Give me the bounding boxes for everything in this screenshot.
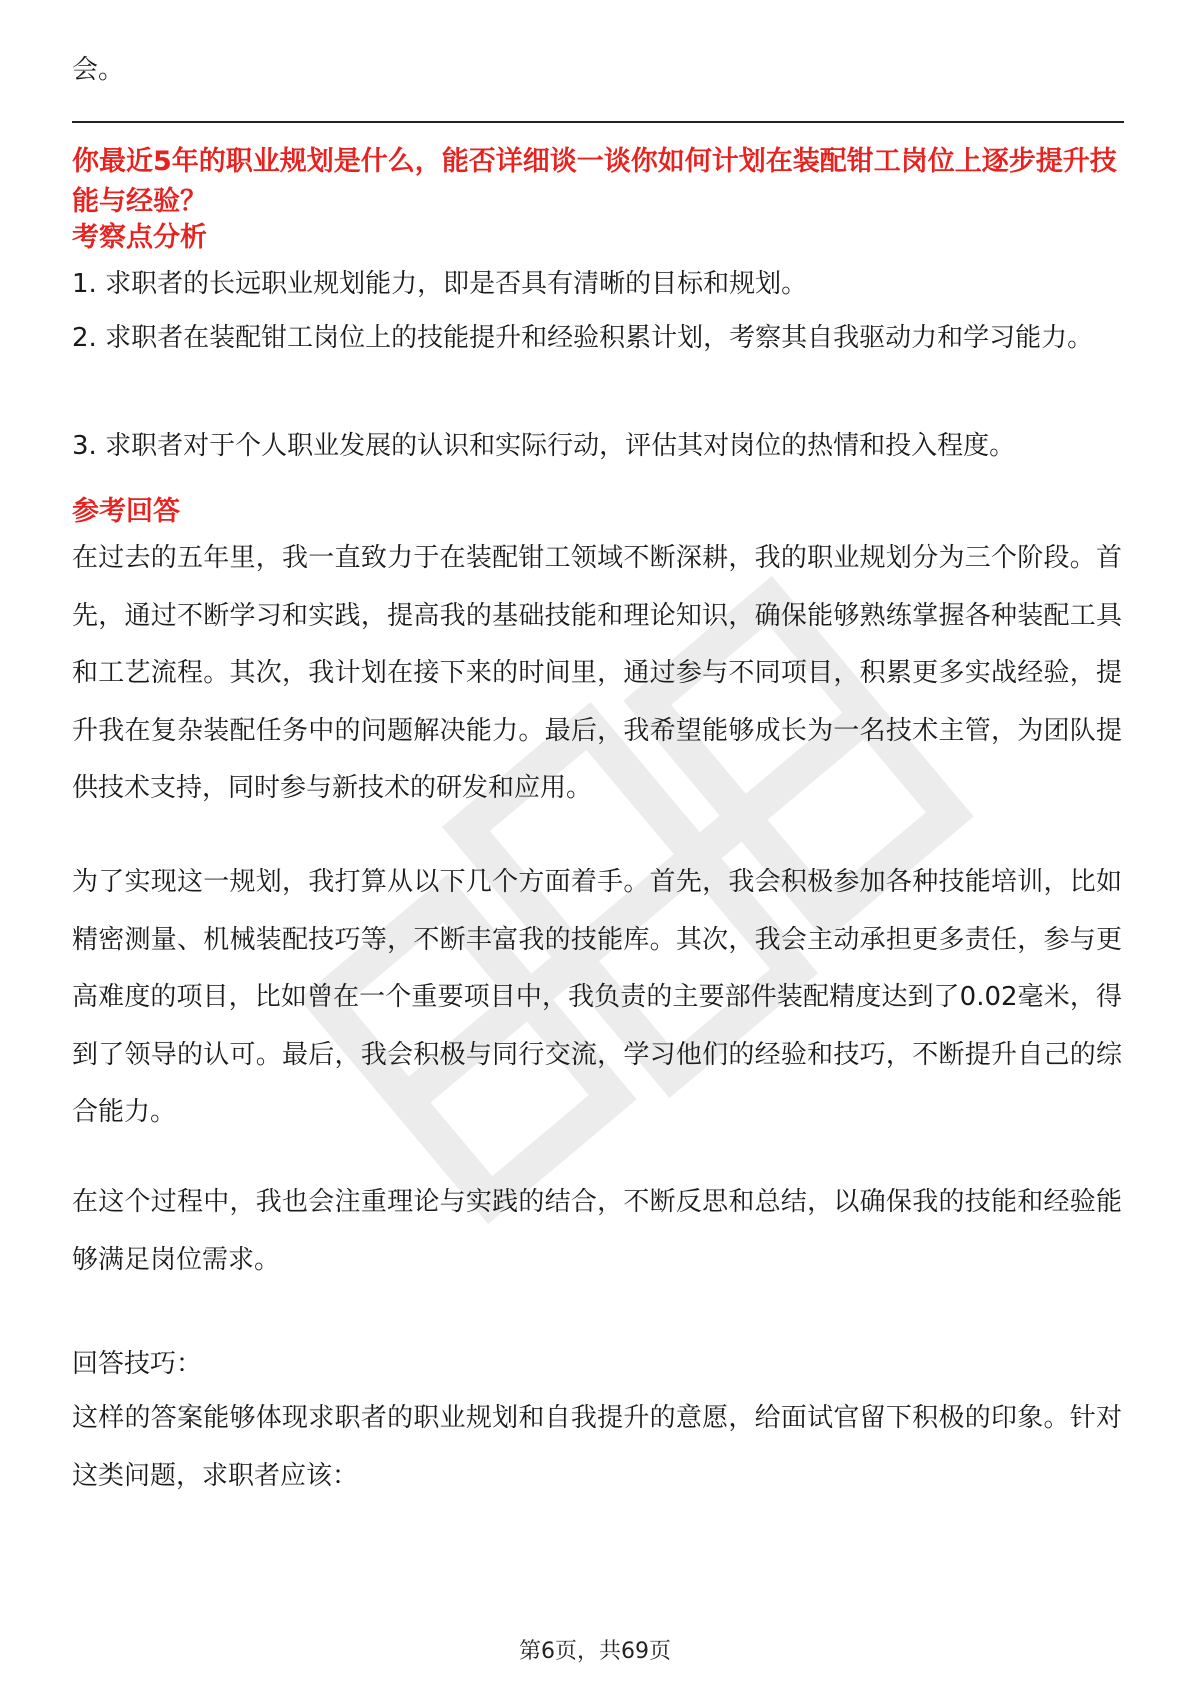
continuation-text: 会。 (72, 55, 125, 85)
tips-heading: 回答技巧： (72, 1349, 203, 1379)
section-divider (72, 121, 1124, 123)
answer-paragraph-3: 在这个过程中，我也会注重理论与实践的结合，不断反思和总结，以确保我的技能和经验能够满足岗位需求。 (72, 1187, 1122, 1275)
analysis-point-1: 1. 求职者的长远职业规划能力，即是否具有清晰的目标和规划。 (72, 269, 808, 299)
analysis-point-3: 3. 求职者对于个人职业发展的认识和实际行动，评估其对岗位的热情和投入程度。 (72, 431, 1016, 461)
tips-text: 这样的答案能够体现求职者的职业规划和自我提升的意愿，给面试官留下积极的印象。针对这类问题，求职者应该： (72, 1403, 1122, 1491)
analysis-heading: 考察点分析 (72, 222, 207, 253)
answer-paragraph-2: 为了实现这一规划，我打算从以下几个方面着手。首先，我会积极参加各种技能培训，比如精密测量、机械装配技巧等，不断丰富我的技能库。其次，我会主动承担更多责任，参与更高难度的项目，比如曾在一个重要项目中，我负责的主要部件装配精度达到了0.02毫米，得到了领导的认可。最后，我会积极与同行交流，学习他们的经验和技巧，不断提升自己的综合能力。 (72, 867, 1122, 1127)
analysis-point-2: 2. 求职者在装配钳工岗位上的技能提升和经验积累计划，考察其自我驱动力和学习能力。 (72, 323, 1094, 353)
answer-paragraph-1: 在过去的五年里，我一直致力于在装配钳工领域不断深耕，我的职业规划分为三个阶段。首先，通过不断学习和实践，提高我的基础技能和理论知识，确保能够熟练掌握各种装配工具和工艺流程。其次，我计划在接下来的时间里，通过参与不同项目，积累更多实战经验，提升我在复杂装配任务中的问题解决能力。最后，我希望能够成长为一名技术主管，为团队提供技术支持，同时参与新技术的研发和应用。 (72, 543, 1122, 803)
answer-heading: 参考回答 (72, 496, 180, 527)
question-title: 你最近5年的职业规划是什么，能否详细谈一谈你如何计划在装配钳工岗位上逐步提升技能与经验？ (72, 146, 1117, 217)
page-number: 第6页，共69页 (519, 1639, 671, 1664)
